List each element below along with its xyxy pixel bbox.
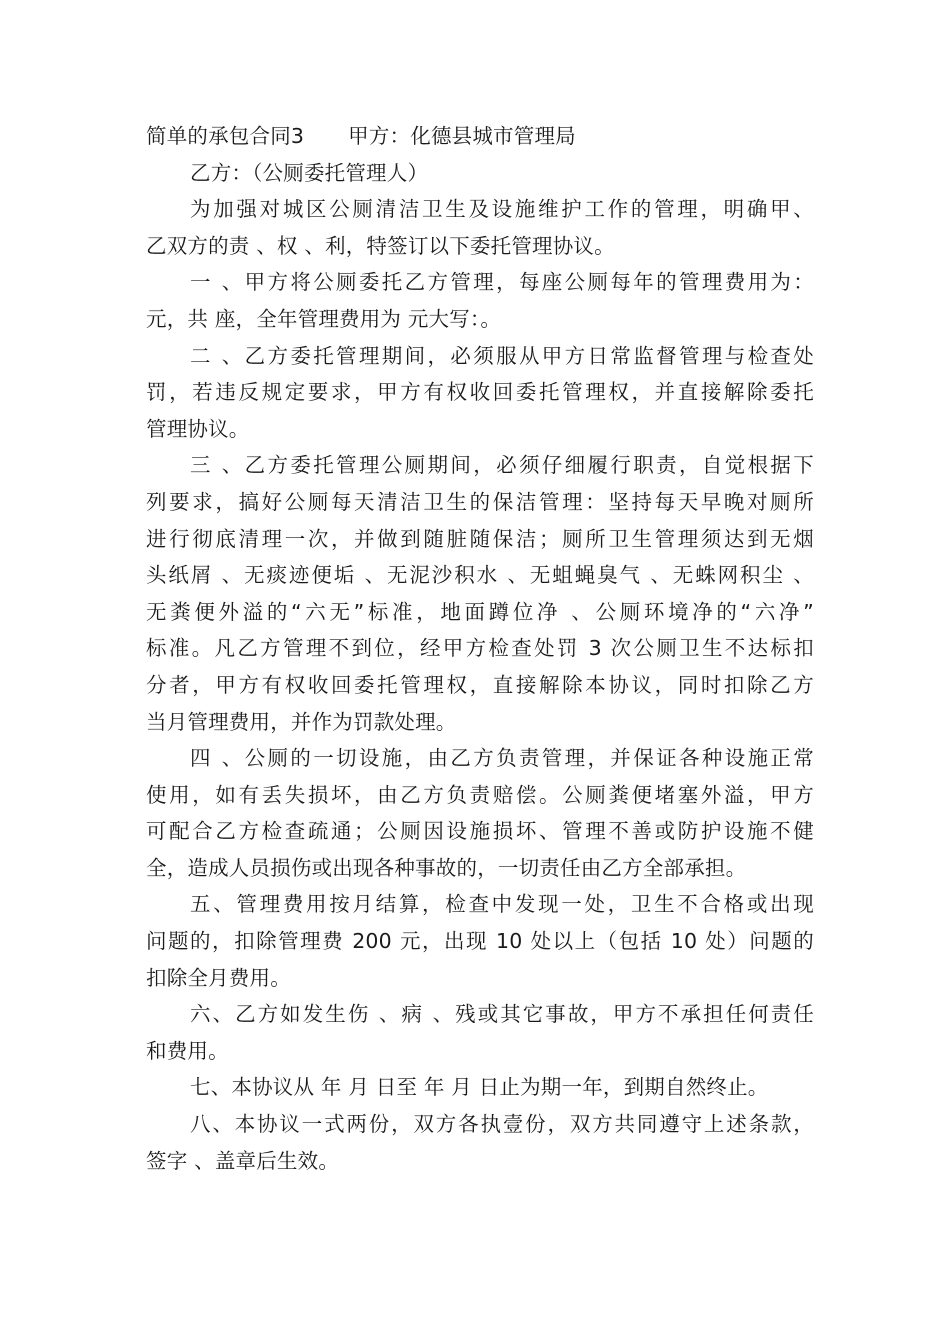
text-line: 和费用。 <box>146 1038 229 1063</box>
text-line: 签字 、盖章后生效。 <box>146 1148 340 1173</box>
text-line: 罚，若违反规定要求，甲方有权收回委托管理权，并直接解除委托 <box>146 380 814 405</box>
text-line: 六、乙方如发生伤 、病 、残或其它事故，甲方不承担任何责任 <box>190 1002 814 1027</box>
party-a: 甲方：化德县城市管理局 <box>348 124 576 148</box>
text-line: 七、本协议从 年 月 日至 年 月 日止为期一年，到期自然终止。 <box>190 1075 769 1100</box>
text-line: 为加强对城区公厕清洁卫生及设施维护工作的管理，明确甲、 <box>190 197 814 222</box>
text-line: 标准。凡乙方管理不到位，经甲方检查处罚 3 次公厕卫生不达标扣 <box>146 636 814 661</box>
party-b: 乙方：（公厕委托管理人） <box>190 160 429 185</box>
text-line: 二 、乙方委托管理期间，必须服从甲方日常监督管理与检查处 <box>190 343 814 368</box>
text-line: 无粪便外溢的“六无”标准，地面蹲位净 、公厕环境净的“六净” <box>146 599 814 624</box>
text-line: 问题的，扣除管理费 200 元，出现 10 处以上（包括 10 处）问题的 <box>146 929 814 954</box>
text-line: 元，共 座，全年管理费用为 元大写：。 <box>146 306 502 331</box>
text-line: 使用，如有丢失损坏，由乙方负责赔偿。公厕粪便堵塞外溢，甲方 <box>146 782 814 807</box>
contract-text <box>146 191 814 1179</box>
text-line: 扣除全月费用。 <box>146 965 291 990</box>
document-body <box>146 118 814 1179</box>
text-line: 全，造成人员损伤或出现各种事故的，一切责任由乙方全部承担。 <box>146 855 747 880</box>
text-line: 八、本协议一式两份，双方各执壹份，双方共同遵守上述条款， <box>190 1112 814 1137</box>
document-heading: 简单的承包合同3 <box>146 124 305 148</box>
text-line: 头纸屑 、无痰迹便垢 、无泥沙积水 、无蛆蝇臭气 、无蛛网积尘 、 <box>146 563 814 588</box>
title-line <box>146 118 814 155</box>
text-line: 列要求，搞好公厕每天清洁卫生的保洁管理：坚持每天早晚对厕所 <box>146 489 814 514</box>
text-line: 一 、甲方将公厕委托乙方管理，每座公厕每年的管理费用为： <box>190 270 814 295</box>
text-line: 管理协议。 <box>146 416 250 441</box>
text-line: 可配合乙方检查疏通；公厕因设施损坏、管理不善或防护设施不健 <box>146 819 814 844</box>
text-line: 五、管理费用按月结算，检查中发现一处，卫生不合格或出现 <box>190 892 814 917</box>
text-line: 三 、乙方委托管理公厕期间，必须仔细履行职责，自觉根据下 <box>190 453 814 478</box>
text-line: 当月管理费用，并作为罚款处理。 <box>146 709 457 734</box>
text-line: 进行彻底清理一次，并做到随脏随保洁；厕所卫生管理须达到无烟 <box>146 526 814 551</box>
text-line: 乙双方的责 、权 、利，特签订以下委托管理协议。 <box>146 233 615 258</box>
text-line: 分者，甲方有权收回委托管理权，直接解除本协议，同时扣除乙方 <box>146 672 814 697</box>
text-line: 四 、公厕的一切设施，由乙方负责管理，并保证各种设施正常 <box>190 746 814 771</box>
